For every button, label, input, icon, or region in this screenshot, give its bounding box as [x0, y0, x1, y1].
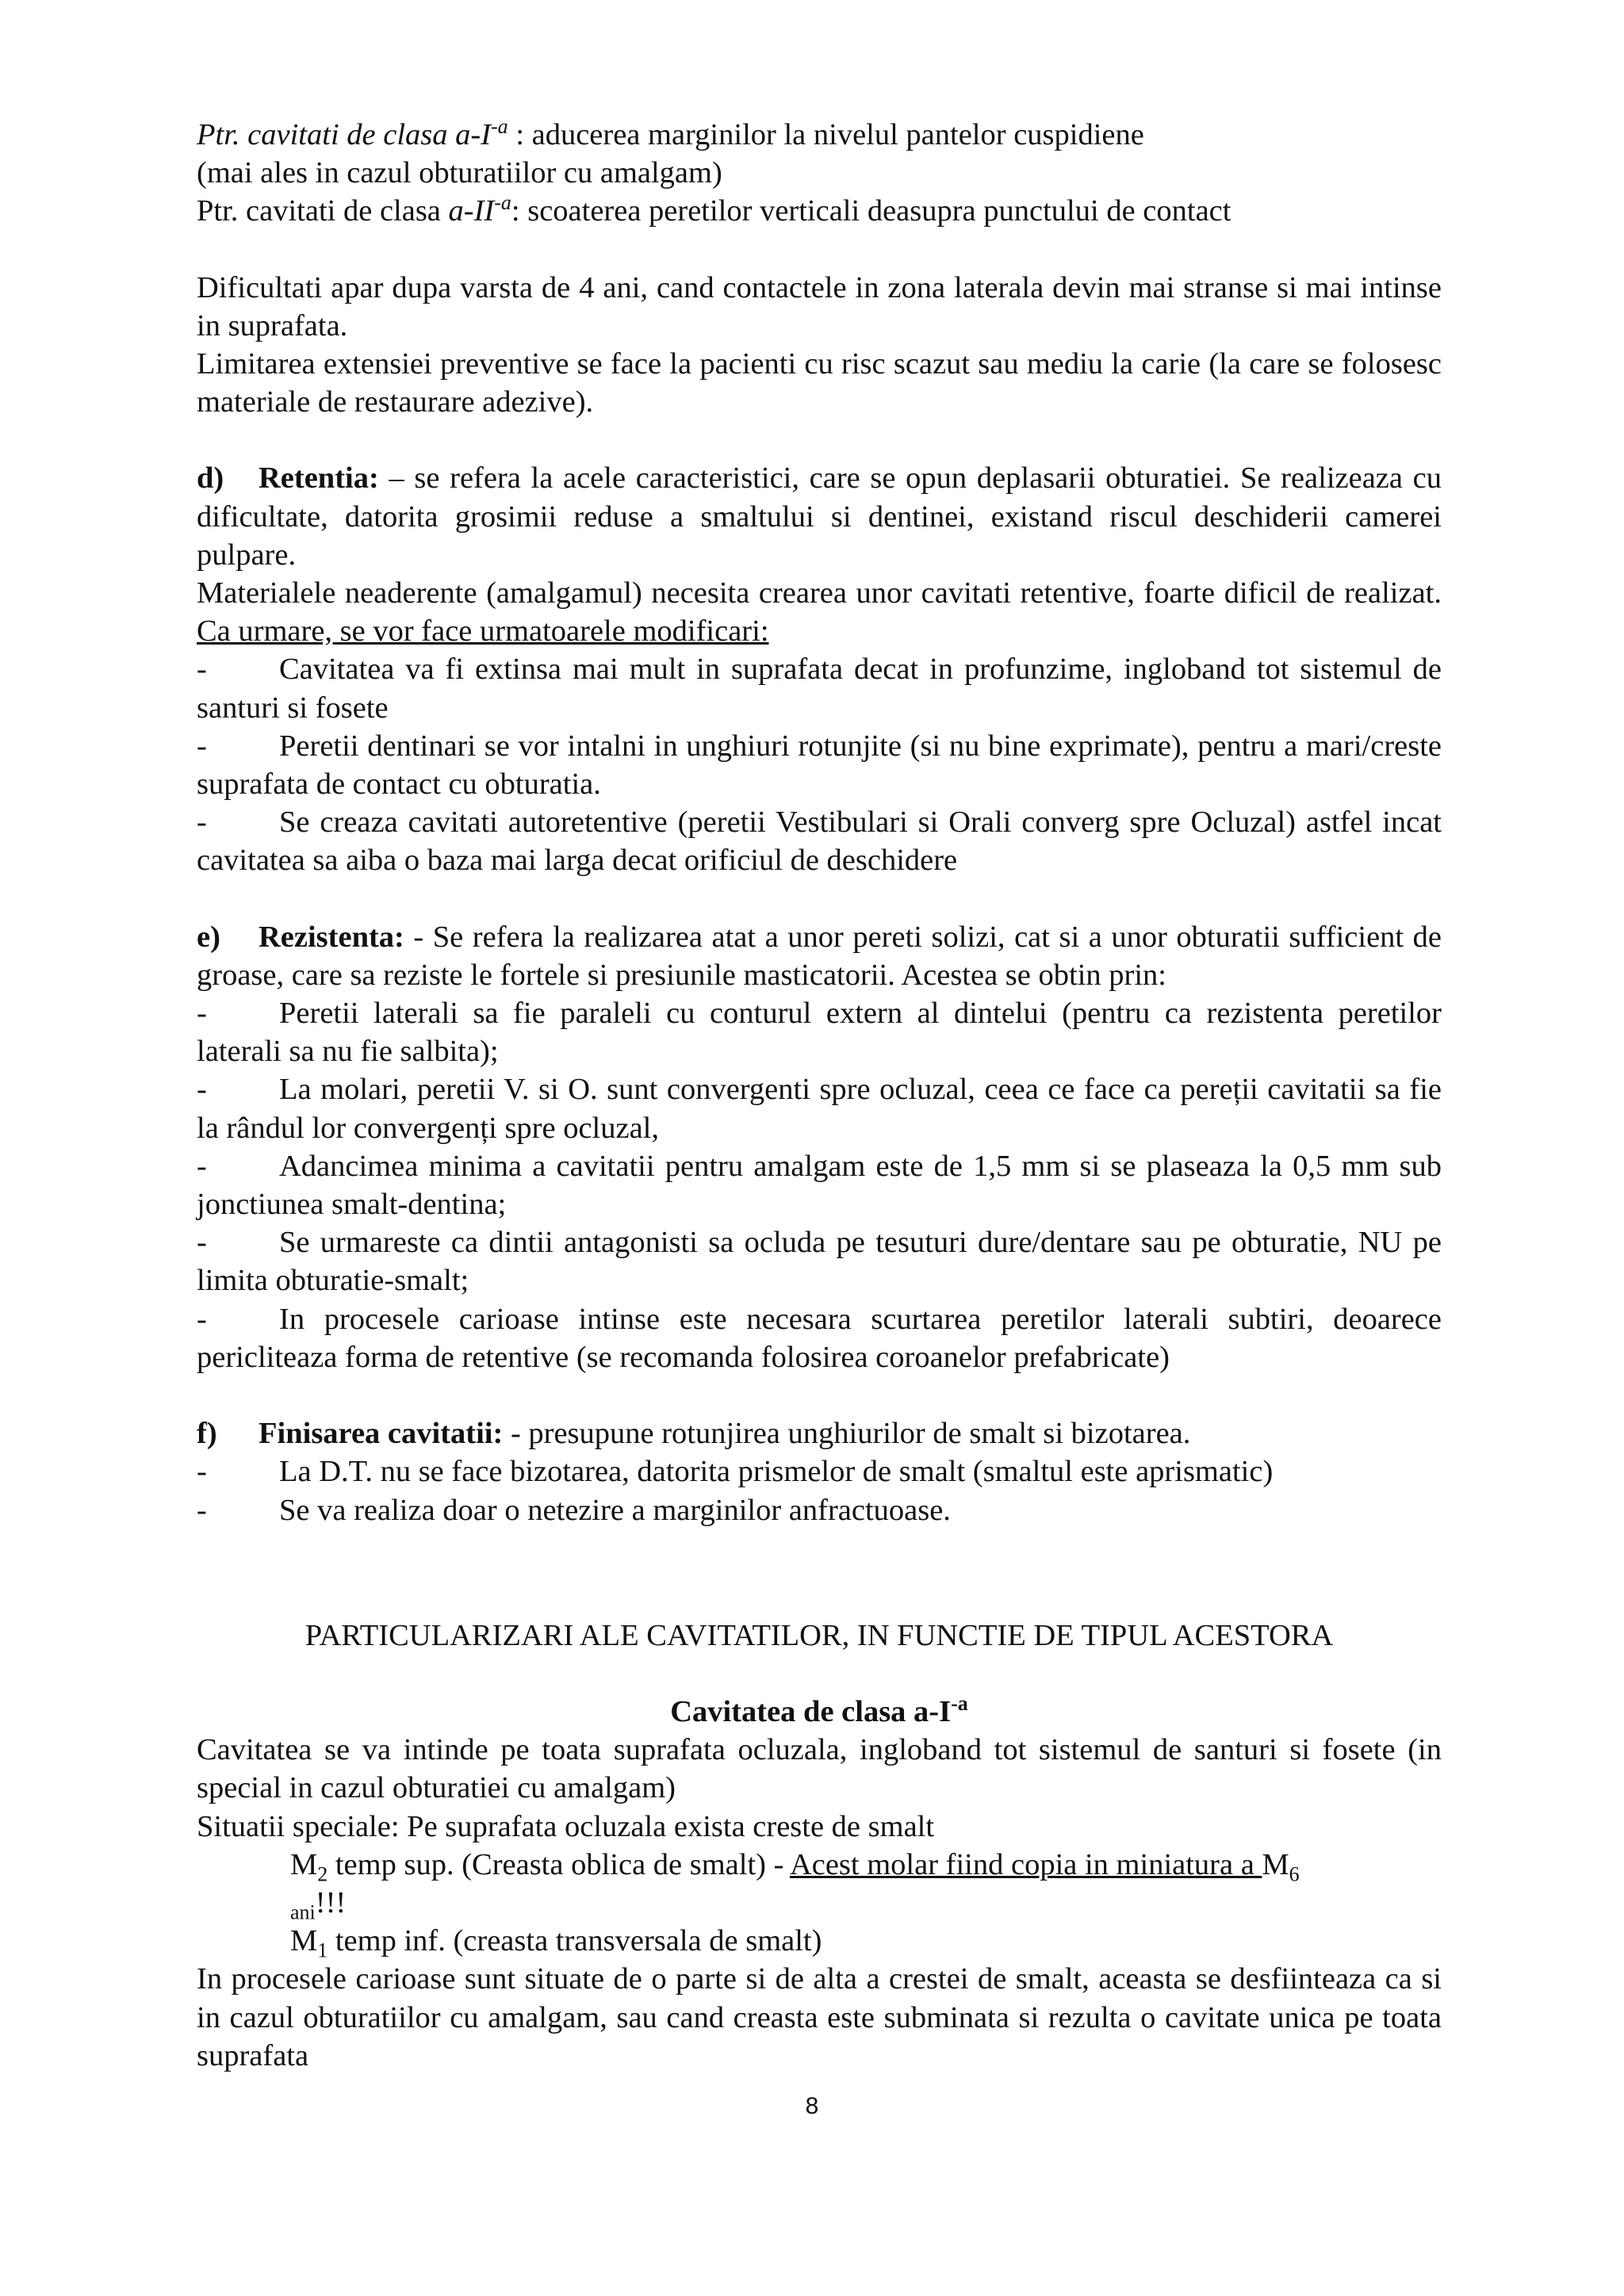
superscript: -a: [491, 115, 508, 139]
molar-m2-line: [197, 1846, 1442, 1922]
dash-bullet: -: [197, 1302, 207, 1336]
dash-bullet: -: [197, 806, 207, 840]
section-text: – se refera la acele caracteristici, care se opun deplasarii obturatiei. Se realizeaza cu dificultate, datorita grosimii reduse a smaltului si dentinei, existand riscul deschiderii camerei pulpare.: [197, 461, 1442, 572]
exclamation-text: !!!: [315, 1885, 347, 1919]
molar-symbol: M: [290, 1924, 318, 1958]
molar-symbol: M: [290, 1847, 318, 1881]
intro-class1-text: : aducerea marginilor la nivelul pantelor cuspidiene: [508, 118, 1144, 151]
list-item: [197, 1147, 1442, 1223]
paragraph-text: Materialele neaderente (amalgamul) necesita crearea unor cavitati retentive, foarte dificil de realizat.: [197, 576, 1442, 610]
list-item: [197, 1223, 1442, 1299]
section-text: - Se refera la realizarea atat a unor pereti solizi, cat si a unor obturatii sufficient de groase, care sa reziste le fortele si presiunile masticatorii. Acestea se obtin prin:: [197, 920, 1442, 992]
class1-paragraph-2: Situatii speciale: Pe suprafata ocluzala exista creste de smalt: [197, 1809, 935, 1843]
list-item-text: Peretii laterali sa fie paraleli cu conturul extern al dintelui (pentru ca rezistenta peretilor laterali sa nu fie salbita);: [197, 997, 1442, 1069]
section-label: f): [197, 1417, 217, 1451]
underlined-text: Ca urmare, se vor face urmatoarele modificari:: [197, 614, 769, 649]
dash-bullet: -: [197, 1455, 207, 1489]
list-item-text: La D.T. nu se face bizotarea, datorita prismelor de smalt (smaltul este aprismatic): [279, 1455, 1274, 1489]
intro-line-class1: [197, 116, 1442, 154]
subscript: 2: [317, 1862, 328, 1886]
list-item-text: In procesele carioase intinse este necesara scurtarea peretilor laterali subtiri, deoarece pericliteaza forma de retentive (se recomanda folosirea coroanelor prefabricate): [197, 1302, 1442, 1374]
underlined-text: Acest molar fiind copia in miniatura a: [789, 1847, 1262, 1881]
molar-m1-line: [197, 1922, 1442, 1960]
molar-text: temp inf. (creasta transversala de smalt): [327, 1924, 822, 1958]
section-e-rezistenta: [197, 918, 1442, 994]
intro-line-amalgam: (mai ales in cazul obturatiilor cu amalgam): [197, 156, 722, 190]
molar-symbol: M: [1262, 1847, 1289, 1881]
section-heading-particularizari: PARTICULARIZARI ALE CAVITATILOR, IN FUNCTIE DE TIPUL ACESTORA: [304, 1618, 1334, 1652]
dash-bullet: -: [197, 997, 207, 1031]
dash-bullet: -: [197, 1073, 207, 1107]
superscript: -a: [494, 191, 511, 215]
paragraph-dificultati: Dificultati apar dupa varsta de 4 ani, cand contactele in zona laterala devin mai stranse si mai intinse in suprafata.: [197, 270, 1442, 342]
dash-bullet: -: [197, 729, 207, 763]
class1-paragraph-3: In procesele carioase sunt situate de o parte si de alta a crestei de smalt, aceasta se desfiinteaza ca si in cazul obturatiilor cu amalgam, sau cand creasta este subminata si rezulta o cavitate unica pe toata suprafata: [197, 1962, 1442, 2072]
class1-title: [197, 1693, 1442, 1731]
intro-class1-label: Ptr. cavitati de clasa a-I: [197, 118, 492, 151]
class1-paragraph-1: Cavitatea se va intinde pe toata suprafata ocluzala, ingloband tot sistemul de santuri si fosete (in special in cazul obturatiei cu amalgam): [197, 1733, 1442, 1805]
list-item: [197, 650, 1442, 726]
class1-title-text: Cavitatea de clasa a-I: [670, 1694, 952, 1728]
list-item: [197, 1300, 1442, 1376]
dash-bullet: -: [197, 1149, 207, 1183]
section-title: Finisarea cavitatii:: [259, 1417, 504, 1451]
subscript: 6: [1289, 1862, 1300, 1886]
dash-bullet: -: [197, 1493, 207, 1527]
list-item-text: Peretii dentinari se vor intalni in unghiuri rotunjite (si nu bine exprimate), pentru a mari/creste suprafata de contact cu obturatia.: [197, 729, 1442, 802]
molar-text: temp sup. (Creasta oblica de smalt) -: [327, 1847, 790, 1881]
section-d-paragraph: [197, 574, 1442, 650]
section-title: Retentia:: [259, 461, 379, 496]
subscript: ani: [290, 1900, 316, 1924]
dash-bullet: -: [197, 1226, 207, 1260]
document-page: [197, 116, 1442, 2075]
list-item: [197, 1070, 1442, 1146]
list-item-text: Se va realiza doar o netezire a marginilor anfractuoase.: [279, 1493, 951, 1527]
paragraph-limitarea: Limitarea extensiei preventive se face la pacienti cu risc scazut sau mediu la carie (la care se folosesc materiale de restaurare adezive).: [197, 347, 1442, 419]
list-item-text: Se urmareste ca dintii antagonisti sa ocluda pe tesuturi dure/dentare sau pe obturatie, NU pe limita obturatie-smalt;: [197, 1226, 1442, 1298]
section-title: Rezistenta:: [259, 920, 404, 954]
section-label: e): [197, 920, 220, 954]
section-f-finisarea: [197, 1414, 1442, 1452]
intro-class2-label: a-II: [448, 194, 495, 228]
section-d-retentia: [197, 459, 1442, 574]
list-item: [197, 1452, 1442, 1490]
superscript: -a: [951, 1692, 968, 1716]
list-item-text: Cavitatea va fi extinsa mai mult in suprafata decat in profunzime, ingloband tot sistemul de santuri si fosete: [197, 652, 1442, 725]
intro-line-class2: [197, 192, 1442, 230]
section-label: d): [197, 461, 224, 496]
intro-class2-text: : scoaterea peretilor verticali deasupra punctului de contact: [511, 194, 1231, 228]
subscript: 1: [317, 1938, 328, 1962]
page-number: 8: [805, 2093, 819, 2119]
section-text: - presupune rotunjirea unghiurilor de smalt si bizotarea.: [503, 1417, 1191, 1451]
list-item: [197, 803, 1442, 879]
dash-bullet: -: [197, 652, 207, 687]
list-item: [197, 994, 1442, 1070]
list-item-text: Se creaza cavitati autoretentive (peretii Vestibulari si Orali converg spre Ocluzal) astfel incat cavitatea sa aiba o baza mai larga decat orificiul de deschidere: [197, 806, 1442, 878]
intro-class2-prefix: Ptr. cavitati de clasa: [197, 194, 449, 228]
list-item-text: La molari, peretii V. si O. sunt convergenti spre ocluzal, ceea ce face ca pereții cavitatii sa fie la rândul lor convergenți spre ocluzal,: [197, 1073, 1442, 1145]
list-item: [197, 727, 1442, 803]
list-item: [197, 1491, 1442, 1529]
list-item-text: Adancimea minima a cavitatii pentru amalgam este de 1,5 mm si se plaseaza la 0,5 mm sub jonctiunea smalt-dentina;: [197, 1149, 1442, 1222]
